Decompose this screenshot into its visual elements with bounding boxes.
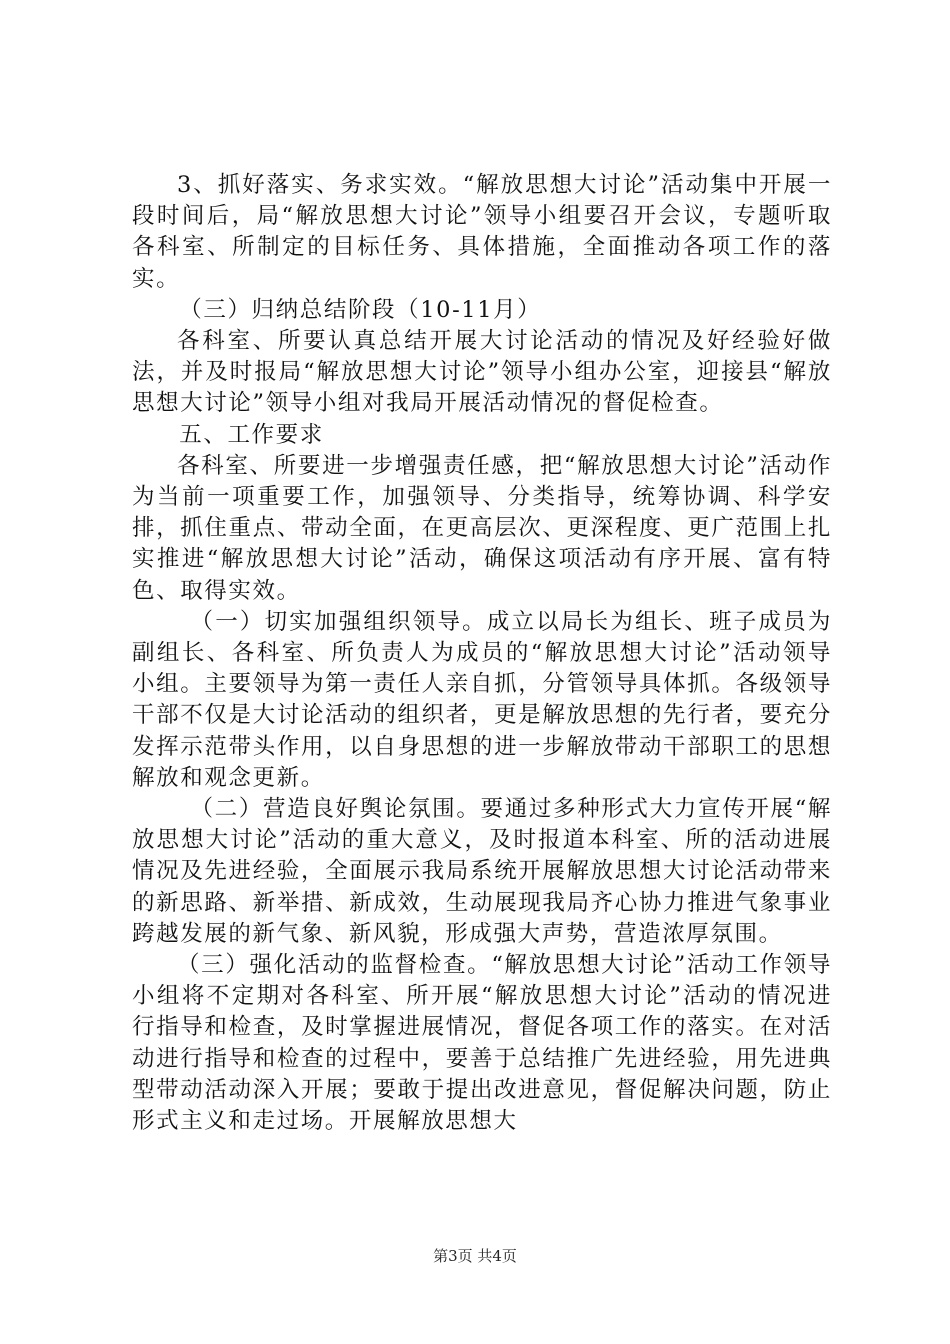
document-body: [132, 170, 832, 1137]
section-heading-summary-stage: （三）归纳总结阶段（10-11月）: [179, 296, 542, 323]
paragraph-summary: 各科室、所要认真总结开展大讨论活动的情况及好经验好做法，并及时报局“解放思想大讨论”领导小组办公室，迎接县“解放思想大讨论”领导小组对我局开展活动情况的督促检查。: [132, 328, 832, 417]
paragraph-supervision: （三）强化活动的监督检查。“解放思想大讨论”活动工作领导小组将不定期对各科室、所开展“解放思想大讨论”活动的情况进行指导和检查，及时掌握进展情况，督促各项工作的落实。在对活动进行指导和检查的过程中，要善于总结推广先进经验，用先进典型带动活动深入开展；要敢于提出改进意见，督促解决问题，防止形式主义和走过场。开展解放思想大: [132, 952, 832, 1135]
paragraph-item-3: 3、抓好落实、务求实效。“解放思想大讨论”活动集中开展一段时间后，局“解放思想大讨论”领导小组要召开会议，专题听取各科室、所制定的目标任务、具体措施，全面推动各项工作的落实。: [132, 172, 832, 292]
page-footer: 第3页 共4页: [433, 1247, 517, 1265]
section-heading-work-requirements: 五、工作要求: [179, 421, 324, 448]
paragraph-public-opinion: （二）营造良好舆论氛围。要通过多种形式大力宣传开展“解放思想大讨论”活动的重大意义，及时报道本科室、所的活动进展情况及先进经验，全面展示我局系统开展解放思想大讨论活动带来的新思路、新举措、新成效，生动展现我局齐心协力推进气象事业跨越发展的新气象、新风貌，形成强大声势，营造浓厚氛围。: [132, 796, 832, 947]
paragraph-organization-leadership: （一）切实加强组织领导。成立以局长为组长、班子成员为副组长、各科室、所负责人为成员的“解放思想大讨论”活动领导小组。主要领导为第一责任人亲自抓，分管领导具体抓。各级领导干部不仅是大讨论活动的组织者，更是解放思想的先行者，要充分发挥示范带头作用，以自身思想的进一步解放带动干部职工的思想解放和观念更新。: [132, 608, 832, 791]
paragraph-requirements-intro: 各科室、所要进一步增强责任感，把“解放思想大讨论”活动作为当前一项重要工作，加强领导、分类指导，统筹协调、科学安排，抓住重点、带动全面，在更高层次、更深程度、更广范围上扎实推进“解放思想大讨论”活动，确保这项活动有序开展、富有特色、取得实效。: [132, 452, 832, 604]
